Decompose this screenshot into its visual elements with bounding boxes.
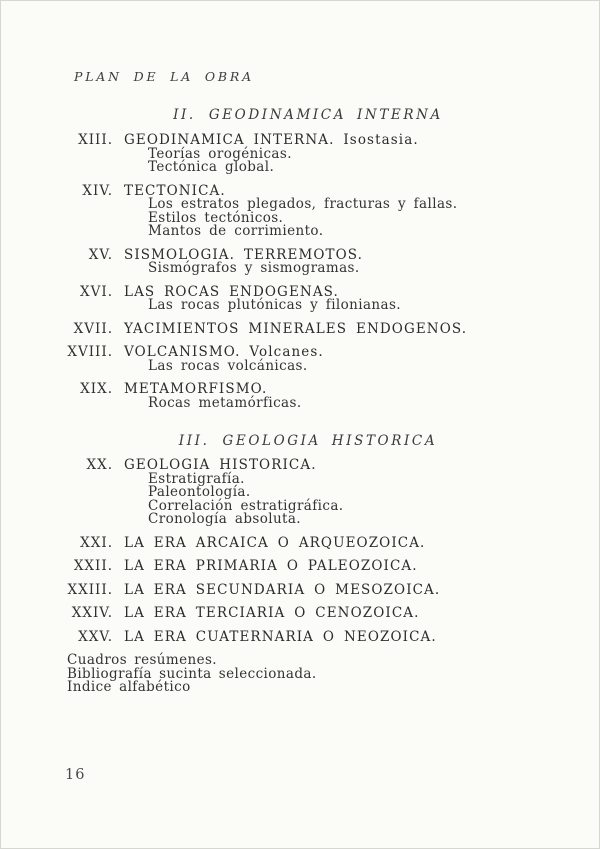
- section-geodinamica-interna: [1, 108, 599, 410]
- entry-title: LA ERA ARCAICA O ARQUEOZOICA.: [124, 534, 426, 551]
- toc-entry: [1, 383, 599, 410]
- entry-title: LAS ROCAS ENDOGENAS.: [124, 283, 339, 300]
- section-numeral: III.: [178, 433, 210, 449]
- entry-numeral: XXIII.: [67, 581, 113, 598]
- toc-entry: [1, 607, 599, 621]
- entry-title: LA ERA PRIMARIA O PALEOZOICA.: [124, 558, 418, 574]
- section-numeral: II.: [173, 107, 196, 123]
- section-geologia-historica: [1, 434, 599, 644]
- entry-title: VOLCANISMO. Volcanes.: [124, 344, 324, 360]
- entry-subitem: Sismógrafos y sismogramas.: [148, 260, 360, 276]
- entry-numeral: XV.: [88, 246, 113, 263]
- entry-subitem: Las rocas plutónicas y filonianas.: [148, 297, 401, 313]
- entry-title: GEOLOGIA HISTORICA.: [124, 457, 317, 473]
- entry-subitem: Teorías orogénicas.: [148, 145, 292, 162]
- entry-numeral: XXV.: [78, 628, 113, 645]
- entry-numeral: XXII.: [73, 558, 113, 574]
- entry-subitem: Rocas metamórficas.: [148, 394, 302, 411]
- entry-numeral: XIX.: [80, 381, 113, 397]
- entry-numeral: XIII.: [78, 132, 113, 148]
- entry-title: GEODINAMICA INTERNA. Isostasia.: [124, 132, 419, 148]
- entry-title: LA ERA CUATERNARIA O NEOZOICA.: [124, 628, 437, 645]
- section-title: GEOLOGIA HISTORICA: [222, 433, 438, 449]
- closing-line: Cuadros resúmenes.: [67, 652, 217, 668]
- closing-line: Bibliografía sucinta seleccionada.: [67, 665, 317, 682]
- toc-entry: [1, 346, 599, 373]
- entry-numeral: XXIV.: [71, 605, 113, 621]
- section-title: GEODINAMICA INTERNA: [208, 107, 443, 123]
- closing-lines: [67, 654, 599, 695]
- toc-entry: [1, 628, 599, 645]
- entry-title: LA ERA TERCIARIA O CENOZOICA.: [124, 605, 420, 621]
- toc-entry: [1, 134, 599, 175]
- toc-entry: [1, 534, 599, 551]
- entry-subitem: Cronología absoluta.: [148, 511, 302, 527]
- toc-entry: [1, 581, 599, 598]
- entry-subitem: Mantos de corrimiento.: [148, 223, 324, 239]
- toc-entry: [1, 182, 599, 239]
- entry-title: LA ERA SECUNDARIA O MESOZOICA.: [124, 581, 441, 598]
- entry-subitem: Paleontología.: [148, 484, 251, 500]
- toc-entry: [1, 459, 599, 527]
- toc-entry: [1, 320, 599, 337]
- running-header: PLAN DE LA OBRA: [74, 69, 254, 84]
- entry-subitem: Los estratos plegados, fracturas y fallas.: [148, 196, 458, 212]
- entry-title: TECTONICA.: [124, 182, 226, 199]
- toc-entry: [1, 246, 599, 276]
- page-content: [1, 1, 599, 695]
- entry-numeral: XVIII.: [67, 344, 113, 360]
- entry-subitem: Correlación estratigráfica.: [148, 497, 344, 514]
- entry-title: YACIMIENTOS MINERALES ENDOGENOS.: [124, 320, 468, 337]
- closing-line: Indice alfabético: [67, 679, 191, 696]
- page-number: 16: [65, 767, 86, 783]
- entry-title: METAMORFISMO.: [124, 381, 268, 397]
- entry-subitem: Tectónica global.: [148, 159, 275, 175]
- entry-subitem: Estratigrafía.: [148, 470, 245, 487]
- section-heading: [9, 108, 600, 122]
- entry-numeral: XVI.: [80, 283, 113, 300]
- toc-entry: [1, 560, 599, 574]
- entry-subitem: Estilos tectónicos.: [148, 209, 284, 226]
- entry-numeral: XIV.: [82, 182, 113, 199]
- entry-numeral: XX.: [86, 457, 113, 473]
- entry-numeral: XVII.: [73, 320, 113, 337]
- section-heading: [9, 434, 600, 448]
- toc-entry: [1, 283, 599, 313]
- entry-title: SISMOLOGIA. TERREMOTOS.: [124, 246, 364, 263]
- entry-subitem: Las rocas volcánicas.: [148, 357, 308, 374]
- entry-numeral: XXI.: [80, 534, 113, 551]
